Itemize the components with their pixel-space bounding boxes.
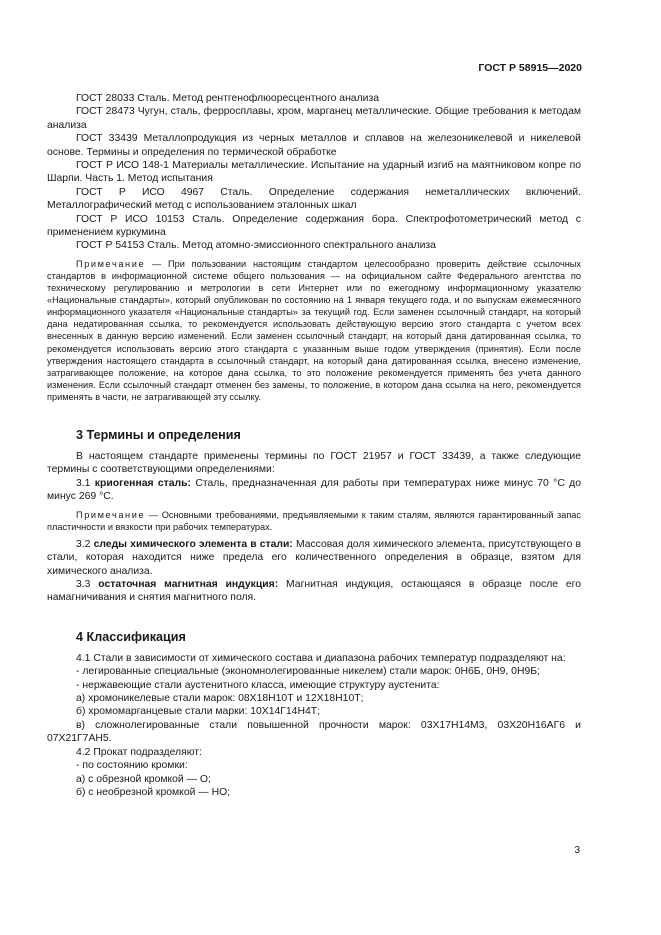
- document-id: ГОСТ Р 58915—2020: [478, 62, 582, 74]
- ref-iso-4967: ГОСТ Р ИСО 4967 Сталь. Определение содержания неметаллических включений. Металлографический метод с использованием эталонных шкал: [47, 186, 581, 212]
- term-3-1: [47, 477, 581, 504]
- term-number: 3.2: [76, 538, 94, 550]
- term-definition: Массовая доля химического элемента, присутствующего в стали, которая находится ниже предела его количественного определения в образце, взятом для химического анализа.: [47, 538, 581, 577]
- term-3-1-note: [47, 509, 581, 533]
- list-item: б) с необрезной кромкой — НО;: [76, 786, 231, 798]
- ref-iso-10153: ГОСТ Р ИСО 10153 Сталь. Определение содержания бора. Спектрофотометрический метод с применением куркумина: [47, 213, 581, 239]
- list-item: - по состоянию кромки:: [76, 760, 188, 772]
- references-note: [47, 258, 581, 403]
- note-text: — При пользовании настоящим стандартом целесообразно проверить действие ссылочных стандартов в информационной системе общего пользования — на официальном сайте Федерального агентства по техническому регулированию и метрологии в сети Интернет или по ежегодному информационному указателю «Национальные стандарты», который опубликован по состоянию на 1 января текущего года, и по выпускам ежемесячного информационного указателя «Национальные стандарты» за текущий год. Если заменен ссылочный стандарт, на который дана недатированная ссылка, то рекомендуется использовать действующую версию этого стандарта с учетом всех внесенных в данную версию изменений. Если заменен ссылочный стандарт, на который дана датированная ссылка, то рекомендуется использовать версию этого стандарта с указанным выше годом утверждения (принятия). Если после утверждения настоящего стандарта в ссылочный стандарт, на который дана датированная ссылка, внесено изменение, затрагивающее положение, на которое дана ссылка, то это положение рекомендуется применять без учета данного изменения. Если ссылочный стандарт отменен без замены, то положение, в котором дана ссылка на него, рекомендуется применять в части, не затрагивающей эту ссылку.: [47, 258, 581, 402]
- term-number: 3.3: [76, 579, 99, 591]
- note-label: Примечание: [76, 509, 146, 520]
- ref-gost-28033: ГОСТ 28033 Сталь. Метод рентгенофлюоресцентного анализа: [76, 93, 380, 104]
- page-number: 3: [574, 845, 580, 856]
- clause-4-2: 4.2 Прокат подразделяют:: [76, 746, 202, 758]
- ref-gost-28473: ГОСТ 28473 Чугун, сталь, ферросплавы, хром, марганец металлические. Общие требования к методам анализа: [47, 106, 581, 131]
- page-body: [47, 92, 581, 799]
- note-text: — Основными требованиями, предъявляемыми к таким сталям, являются гарантированный запас пластичности и вязкости при рабочих температурах.: [47, 509, 581, 532]
- term-number: 3.1: [76, 477, 95, 489]
- list-item: - нержавеющие стали аустенитного класса, имеющие структуру аустенита:: [76, 679, 440, 691]
- note-label: Примечание: [76, 258, 146, 269]
- list-item: б) хромомарганцевые стали марки: 10Х14Г14Н4Т;: [76, 706, 320, 718]
- term-3-3: [47, 578, 581, 605]
- term-title: криогенная сталь:: [94, 477, 191, 489]
- list-item: а) с обрезной кромкой — О;: [76, 773, 211, 785]
- ref-gost-33439: ГОСТ 33439 Металлопродукция из черных металлов и сплавов на железоникелевой и никелевой основе. Термины и определения по термической обработке: [47, 133, 581, 158]
- term-definition: Сталь, предназначенная для работы при температурах ниже минус 70 °С до минус 269 °С.: [47, 477, 581, 503]
- term-definition: Магнитная индукция, остающаяся в образце после его намагничивания и снятия магнитного поля.: [47, 579, 581, 604]
- ref-iso-148-1: ГОСТ Р ИСО 148-1 Материалы металлические. Испытание на ударный изгиб на маятниковом копре по Шарпи. Часть 1. Метод испытания: [47, 160, 581, 185]
- ref-gost-54153: ГОСТ Р 54153 Сталь. Метод атомно-эмиссионного спектрального анализа: [76, 240, 436, 252]
- term-title: следы химического элемента в стали:: [93, 538, 293, 550]
- section-3-intro: В настоящем стандарте применены термины по ГОСТ 21957 и ГОСТ 33439, а также следующие термины с соответствующими определениями:: [47, 451, 581, 476]
- list-item: а) хромоникелевые стали марок: 08Х18Н10Т и 12Х18Н10Т;: [76, 693, 364, 705]
- term-3-2: [47, 538, 581, 578]
- section-3-title: 3 Термины и определения: [76, 428, 241, 442]
- section-4-title: 4 Классификация: [76, 629, 186, 644]
- term-title: остаточная магнитная индукция:: [98, 579, 279, 591]
- list-item: в) сложнолегированные стали повышенной прочности марок: 03Х17Н14М3, 03Х20Н16АГ6 и 07Х21Г7АН5.: [47, 719, 581, 745]
- list-item: - легированные специальные (экономнолегированные никелем) стали марок: 0Н6Б, 0Н9, 0Н9Б;: [76, 666, 540, 678]
- clause-4-1: 4.1 Стали в зависимости от химического состава и диапазона рабочих температур подразделяют на:: [76, 652, 566, 664]
